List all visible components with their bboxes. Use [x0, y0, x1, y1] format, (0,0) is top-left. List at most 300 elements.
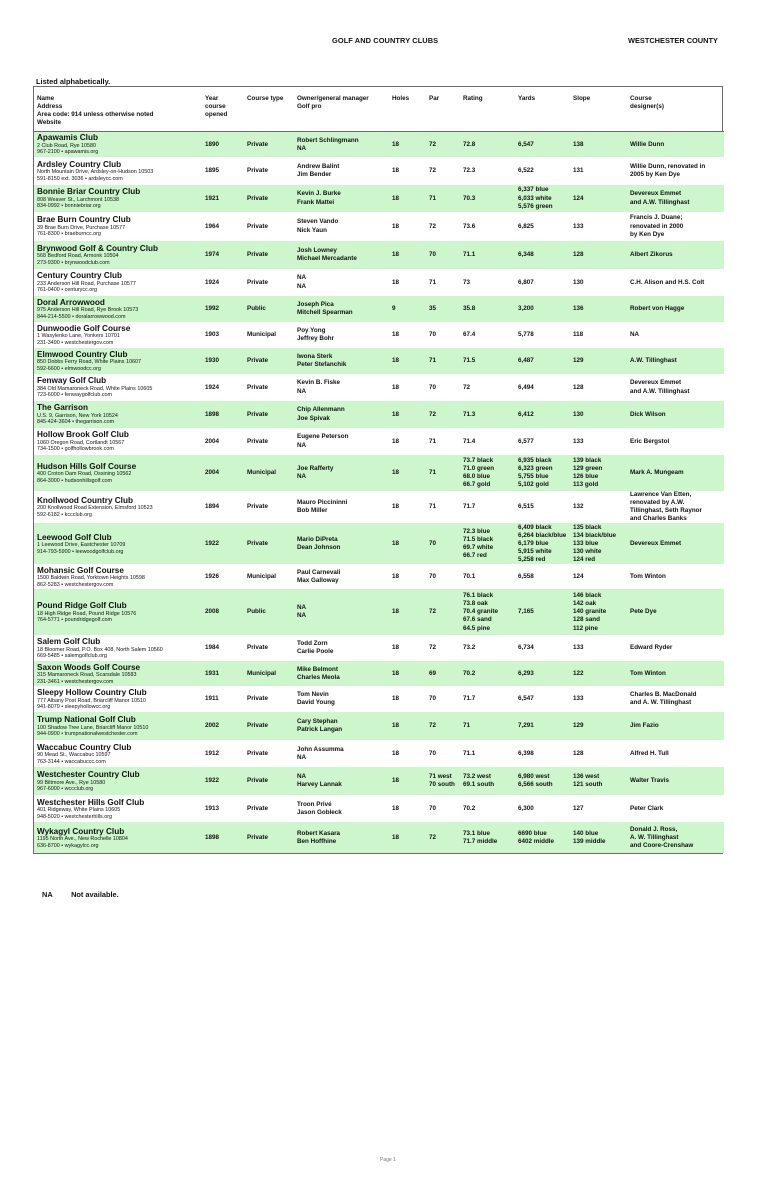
col-header-type	[244, 87, 294, 132]
owner-golf-pro-line: Ben Hoffhine	[297, 837, 337, 845]
yards-line: 7,165	[518, 608, 534, 616]
col-header-line: Year	[205, 95, 219, 102]
table-row	[34, 157, 724, 185]
owner-golf-pro-line: Mike Belmont	[297, 665, 338, 673]
club-contact: 761-8300 • braeburncc.org	[37, 231, 101, 238]
course-designer-line: Edward Ryder	[630, 644, 673, 652]
table-row	[34, 374, 724, 401]
rating-line: 70.3	[463, 194, 476, 202]
yards-line: 6,547	[518, 695, 534, 703]
owner-golf-pro-line: Mauro Piccininni	[297, 499, 348, 507]
club-name-cell	[34, 822, 202, 853]
year-opened: 1911	[202, 686, 244, 712]
owner-golf-pro-line: Mario DiPreta	[297, 535, 338, 543]
rating-line: 71.5 black	[463, 535, 494, 543]
col-header-line: Slope	[573, 95, 591, 102]
slope-line: 134 black/blue	[573, 531, 617, 539]
club-name: Westchester Country Club	[37, 770, 140, 780]
par-line: 72	[429, 222, 437, 230]
course-designer-line: Donald J. Ross,	[630, 825, 678, 833]
holes: 18	[389, 523, 426, 564]
club-address: 1060 Oregon Road, Cortlandt 10567	[37, 439, 125, 446]
holes: 18	[389, 795, 426, 822]
year-opened: 1898	[202, 401, 244, 428]
slope	[570, 822, 627, 853]
course-designer-line: by Ken Dye	[630, 230, 665, 238]
course-type: Municipal	[244, 322, 294, 348]
rating-line: 72.3 blue	[463, 527, 490, 535]
club-name: Elmwood Country Club	[37, 349, 128, 359]
slope-line: 112 pine	[573, 624, 598, 632]
year-opened: 1922	[202, 523, 244, 564]
course-designer-line: Robert von Hagge	[630, 305, 685, 313]
owner-golf-pro	[294, 374, 389, 401]
club-name: Trump National Golf Club	[37, 715, 136, 725]
rating-line: 67.6 sand	[463, 616, 492, 624]
year-opened: 1922	[202, 767, 244, 795]
slope-line: 130	[573, 410, 584, 418]
course-designer-line: and A.W. Tillinghast	[630, 387, 690, 395]
club-name-cell	[34, 132, 202, 157]
rating	[460, 348, 515, 374]
footnote-text: Not available.	[71, 890, 119, 899]
yards-line: 5,576 green	[518, 202, 553, 210]
col-header-par	[426, 87, 460, 132]
year-opened: 1924	[202, 374, 244, 401]
par	[426, 523, 460, 564]
rating-line: 73.2 west	[463, 773, 492, 781]
footnote	[42, 890, 119, 899]
owner-golf-pro	[294, 523, 389, 564]
par	[426, 767, 460, 795]
table-row	[34, 428, 724, 455]
slope	[570, 401, 627, 428]
yards	[515, 712, 570, 740]
owner-golf-pro-line: David Young	[297, 699, 335, 707]
club-address: 2 Club Road, Rye 10580	[37, 142, 97, 149]
table-header-row	[34, 87, 724, 132]
owner-golf-pro-line: NA	[297, 773, 307, 781]
slope-line: 118	[573, 331, 584, 339]
course-designer-line: Lawrence Van Etten,	[630, 491, 692, 499]
club-name: The Garrison	[37, 403, 88, 413]
par-line: 70	[429, 804, 437, 812]
club-contact: 914-793-5900 • leewoodgolfclub.org	[37, 548, 124, 555]
yards-line: 5,258 red	[518, 556, 546, 564]
slope-line: 133	[573, 695, 584, 703]
course-designer-line: Alfred H. Tull	[630, 749, 669, 757]
course-designer	[627, 455, 724, 491]
course-type: Private	[244, 767, 294, 795]
rating	[460, 589, 515, 635]
slope-line: 129	[573, 357, 584, 365]
par-line: 72	[429, 410, 437, 418]
club-address: 777 Albany Post Road, Briarcliff Manor 10510	[37, 697, 146, 704]
par	[426, 661, 460, 686]
yards-line: 6,323 green	[518, 464, 553, 472]
rating	[460, 635, 515, 661]
rating	[460, 322, 515, 348]
rating	[460, 686, 515, 712]
owner-golf-pro	[294, 322, 389, 348]
yards	[515, 455, 570, 491]
owner-golf-pro-line: Steven Vando	[297, 218, 339, 226]
par-line: 70	[429, 572, 437, 580]
slope	[570, 523, 627, 564]
club-contact: 231-3461 • westchestergov.com	[37, 678, 114, 685]
club-contact: 948-5020 • westchesterhills.org	[37, 813, 113, 820]
club-name: Pound Ridge Golf Club	[37, 601, 127, 611]
club-address: 1500 Baldwin Road, Yorktown Heights 10598	[37, 575, 145, 582]
club-contact: 764-5771 • poundridgegolf.com	[37, 617, 113, 624]
yards-line: 6,558	[518, 572, 534, 580]
col-header-line: Course	[630, 95, 652, 102]
club-name-cell	[34, 348, 202, 374]
owner-golf-pro	[294, 185, 389, 212]
yards-line: 6,980 west	[518, 773, 550, 781]
club-contact: 669-5485 • salemgolfclub.org	[37, 653, 107, 660]
club-contact: 763-3144 • waccabuccc.com	[37, 758, 106, 765]
par-line: 71	[429, 437, 437, 445]
course-type: Private	[244, 212, 294, 241]
col-header-line: Yards	[518, 95, 536, 102]
club-address: 401 Ridgeway, White Plains 10605	[37, 807, 121, 814]
owner-golf-pro	[294, 740, 389, 767]
yards-line: 6,515	[518, 503, 534, 511]
club-name: Sleepy Hollow Country Club	[37, 688, 147, 698]
club-name-cell	[34, 589, 202, 635]
club-name-cell	[34, 523, 202, 564]
owner-golf-pro-line: Dean Johnson	[297, 543, 341, 551]
owner-golf-pro-line: Jeffrey Bohr	[297, 335, 335, 343]
course-designer-line: Devereux Emmet	[630, 190, 682, 198]
table-row	[34, 455, 724, 491]
rating	[460, 212, 515, 241]
slope	[570, 322, 627, 348]
rating-line: 67.4	[463, 331, 476, 339]
par	[426, 212, 460, 241]
table-row	[34, 523, 724, 564]
yards	[515, 767, 570, 795]
course-designer	[627, 401, 724, 428]
table-row	[34, 661, 724, 686]
yards-line: 6,566 south	[518, 781, 553, 789]
course-designer	[627, 322, 724, 348]
yards	[515, 822, 570, 853]
owner-golf-pro	[294, 767, 389, 795]
course-designer-line: NA	[630, 331, 640, 339]
yards	[515, 348, 570, 374]
yards-line: 3,200	[518, 305, 534, 313]
owner-golf-pro-line: Frank Mattei	[297, 198, 335, 206]
table-row	[34, 212, 724, 241]
course-type: Municipal	[244, 455, 294, 491]
par	[426, 374, 460, 401]
slope-line: 133	[573, 644, 584, 652]
par	[426, 712, 460, 740]
holes: 18	[389, 428, 426, 455]
rating-line: 68.0 blue	[463, 473, 490, 481]
col-header-line: Website	[37, 119, 62, 127]
yards-line: 6,337 blue	[518, 186, 549, 194]
holes: 9	[389, 296, 426, 322]
club-name: Brae Burn Country Club	[37, 215, 131, 225]
course-type: Private	[244, 686, 294, 712]
club-name: Saxon Woods Golf Course	[37, 662, 141, 672]
year-opened: 1894	[202, 491, 244, 523]
club-contact: 273-9300 • brynwoodclub.com	[37, 259, 110, 266]
table-row	[34, 767, 724, 795]
holes: 18	[389, 767, 426, 795]
club-contact: 864-3000 • hudsonhillsgolf.com	[37, 477, 113, 484]
yards-line: 6,179 blue	[518, 539, 549, 547]
club-contact: 592-6600 • elmwoodcc.org	[37, 365, 101, 372]
col-header-line: Address	[37, 103, 63, 111]
slope-line: 146 black	[573, 592, 602, 600]
par-line: 70	[429, 749, 437, 757]
col-header-line: Course type	[247, 95, 284, 102]
year-opened: 1974	[202, 241, 244, 269]
rating-line: 73.6	[463, 222, 476, 230]
holes: 18	[389, 589, 426, 635]
course-designer-line: A.W. Tillinghast	[630, 357, 677, 365]
owner-golf-pro-line: Robert Schlingmann	[297, 136, 359, 144]
club-contact: 636-8700 • wykagylcc.org	[37, 842, 99, 849]
par	[426, 296, 460, 322]
holes: 18	[389, 455, 426, 491]
course-type: Public	[244, 296, 294, 322]
slope-line: 133 blue	[573, 539, 599, 547]
owner-golf-pro	[294, 269, 389, 296]
col-header-line: Area code: 914 unless otherwise noted	[37, 111, 154, 119]
col-header-owner	[294, 87, 389, 132]
par	[426, 822, 460, 853]
club-name: Bonnie Briar Country Club	[37, 187, 141, 197]
slope	[570, 296, 627, 322]
slope-line: 133	[573, 437, 584, 445]
club-name-cell	[34, 635, 202, 661]
course-designer-line: Devereux Emmet	[630, 379, 682, 387]
owner-golf-pro	[294, 795, 389, 822]
par	[426, 401, 460, 428]
course-type: Private	[244, 523, 294, 564]
par	[426, 428, 460, 455]
yards	[515, 401, 570, 428]
par-line: 71	[429, 469, 437, 477]
owner-golf-pro-line: Joe Rafferty	[297, 464, 334, 472]
col-header-name	[34, 87, 202, 132]
slope-line: 138	[573, 140, 584, 148]
rating-line: 71.1	[463, 749, 476, 757]
club-name-cell	[34, 795, 202, 822]
par-line: 70	[429, 331, 437, 339]
slope-line: 140 blue	[573, 829, 599, 837]
rating-line: 70.2	[463, 804, 476, 812]
slope	[570, 348, 627, 374]
par	[426, 132, 460, 157]
holes: 18	[389, 712, 426, 740]
course-designer-line: Devereux Emmet	[630, 539, 682, 547]
owner-golf-pro-line: Michael Mercadante	[297, 255, 357, 263]
rating-line: 71.5	[463, 357, 476, 365]
course-designer	[627, 564, 724, 589]
owner-golf-pro-line: NA	[297, 274, 307, 282]
owner-golf-pro-line: Harvey Lannak	[297, 781, 342, 789]
slope	[570, 212, 627, 241]
club-address: 568 Bedford Road, Armonk 10504	[37, 253, 119, 260]
rating-line: 70.4 granite	[463, 608, 498, 616]
club-contact: 592-6182 • kccclub.org	[37, 512, 92, 518]
col-header-yards	[515, 87, 570, 132]
yards-line: 7,291	[518, 722, 534, 730]
course-designer-line: C.H. Alison and H.S. Colt	[630, 278, 705, 286]
rating-line: 73.1 blue	[463, 829, 490, 837]
owner-golf-pro	[294, 564, 389, 589]
club-name: Knollwood Country Club	[37, 495, 133, 505]
rating	[460, 712, 515, 740]
course-designer-line: Charles B. MacDonald	[630, 691, 697, 699]
slope-line: 128	[573, 383, 584, 391]
rating-line: 71.7	[463, 695, 476, 703]
slope-line: 135 black	[573, 523, 602, 531]
owner-golf-pro-line: NA	[297, 144, 307, 152]
table-row	[34, 241, 724, 269]
owner-golf-pro	[294, 132, 389, 157]
owner-golf-pro-line: NA	[297, 473, 307, 481]
slope-line: 128	[573, 251, 584, 259]
par-line: 70	[429, 539, 437, 547]
course-designer-line: A. W. Tillinghast	[630, 833, 679, 841]
course-designer	[627, 269, 724, 296]
slope-line: 128 sand	[573, 616, 600, 624]
owner-golf-pro	[294, 348, 389, 374]
document-title: GOLF AND COUNTRY CLUBS	[332, 36, 439, 45]
owner-golf-pro-line: Jim Bender	[297, 171, 332, 179]
par	[426, 740, 460, 767]
owner-golf-pro-line: Patrick Langan	[297, 726, 343, 734]
course-designer-line: 2005 by Ken Dye	[630, 171, 681, 179]
slope	[570, 491, 627, 523]
rating	[460, 740, 515, 767]
club-name: Ardsley Country Club	[37, 159, 122, 169]
holes: 18	[389, 661, 426, 686]
course-designer-line: Francis J. Duane;	[630, 214, 683, 222]
slope-line: 129	[573, 722, 584, 730]
slope-line: 136	[573, 305, 584, 313]
course-designer	[627, 348, 724, 374]
table-row	[34, 635, 724, 661]
par-line: 72	[429, 644, 437, 652]
club-address: 808 Weaver St., Larchmont 10538	[37, 196, 120, 203]
slope-line: 139 middle	[573, 837, 606, 845]
course-type: Private	[244, 740, 294, 767]
slope	[570, 455, 627, 491]
club-address: 90 Mead St., Waccabuc 10597	[37, 752, 111, 759]
table-row	[34, 686, 724, 712]
year-opened: 1926	[202, 564, 244, 589]
club-name-cell	[34, 157, 202, 185]
par	[426, 564, 460, 589]
listing-note: Listed alphabetically.	[36, 77, 111, 86]
club-name-cell	[34, 661, 202, 686]
col-header-rating	[460, 87, 515, 132]
clubs-table	[34, 87, 724, 853]
owner-golf-pro-line: Joseph Pica	[297, 300, 334, 308]
course-designer-line: Dick Wilson	[630, 410, 666, 418]
course-designer	[627, 635, 724, 661]
year-opened: 2004	[202, 455, 244, 491]
par-line: 70 south	[429, 781, 455, 789]
table-row	[34, 296, 724, 322]
owner-golf-pro	[294, 661, 389, 686]
table-row	[34, 589, 724, 635]
slope	[570, 374, 627, 401]
club-name: Dunwoodie Golf Course	[37, 323, 131, 333]
owner-golf-pro-line: NA	[297, 441, 307, 449]
col-header-holes	[389, 87, 426, 132]
club-name-cell	[34, 740, 202, 767]
slope	[570, 712, 627, 740]
club-contact: 723-6000 • fenwaygolfclub.com	[37, 392, 113, 399]
yards-line: 6,734	[518, 644, 534, 652]
club-name-cell	[34, 185, 202, 212]
slope	[570, 241, 627, 269]
year-opened: 1912	[202, 740, 244, 767]
col-header-line: Name	[37, 95, 55, 102]
owner-golf-pro-line: NA	[297, 604, 307, 612]
rating	[460, 523, 515, 564]
club-name-cell	[34, 712, 202, 740]
clubs-table-container	[33, 86, 723, 854]
par	[426, 686, 460, 712]
course-designer-line: Albert Zikorus	[630, 251, 673, 259]
club-name-cell	[34, 269, 202, 296]
year-opened: 1898	[202, 822, 244, 853]
yards-line: 6,935 black	[518, 456, 552, 464]
owner-golf-pro	[294, 157, 389, 185]
year-opened: 2008	[202, 589, 244, 635]
course-designer-line: Walter Travis	[630, 777, 669, 785]
club-name: Leewood Golf Club	[37, 532, 112, 542]
par	[426, 589, 460, 635]
club-contact: 941-8070 • sleepyhollowcc.org	[37, 704, 111, 711]
slope-line: 121 south	[573, 781, 603, 789]
club-name: Waccabuc Country Club	[37, 742, 132, 752]
course-designer-line: and A. W. Tillinghast	[630, 699, 692, 707]
club-name-cell	[34, 686, 202, 712]
rating-line: 71.1	[463, 251, 476, 259]
club-name: Hudson Hills Golf Course	[37, 461, 137, 471]
course-designer	[627, 822, 724, 853]
owner-golf-pro-line: NA	[297, 612, 307, 620]
course-type: Private	[244, 241, 294, 269]
owner-golf-pro-line: Chip Allenmann	[297, 406, 345, 414]
holes: 18	[389, 241, 426, 269]
col-header-slope	[570, 87, 627, 132]
yards-line: 6,577	[518, 437, 534, 445]
footnote-key: NA	[42, 890, 53, 899]
owner-golf-pro	[294, 296, 389, 322]
owner-golf-pro	[294, 401, 389, 428]
par-line: 70	[429, 251, 437, 259]
col-header-line: Golf pro	[297, 103, 322, 111]
course-type: Private	[244, 712, 294, 740]
club-contact: 231-3490 • westchestergov.com	[37, 339, 114, 346]
slope	[570, 589, 627, 635]
col-header-line: Par	[429, 95, 440, 102]
course-designer-line: Pete Dye	[630, 608, 657, 616]
club-name-cell	[34, 491, 202, 523]
